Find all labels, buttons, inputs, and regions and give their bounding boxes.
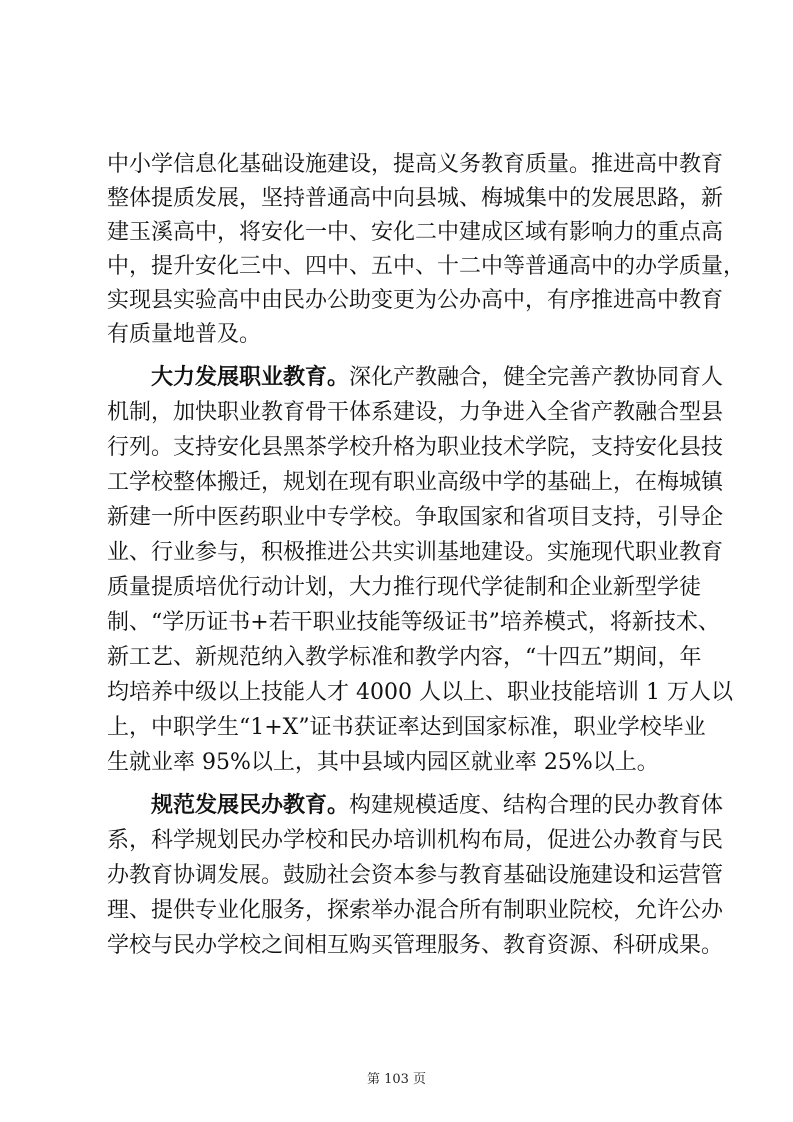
body-text-line: 系，科学规划民办学校和民办培训机构布局，促进公办教育与民 — [107, 828, 724, 853]
page-number: 第 103 页 — [366, 1072, 427, 1087]
body-text-line: 均培养中级以上技能人才 4000 人以上、职业技能培训 1 万人以 — [107, 680, 733, 705]
paragraph-first-line — [151, 788, 724, 824]
body-text-line: 学校与民办学校之间相互购买管理服务、教育资源、科研成果。 — [107, 933, 724, 958]
body-text-line: 中，提升安化三中、四中、五中、十二中等普通高中的办学质量， — [107, 254, 746, 279]
body-text-line: 质量提质培优行动计划，大力推行现代学徒制和企业新型学徒 — [107, 575, 702, 600]
body-text-line: 工学校整体搬迁，规划在现有职业高级中学的基础上，在梅城镇 — [107, 470, 724, 495]
body-text-span: 深化产教融合，健全完善产教协同育人 — [349, 365, 724, 390]
body-text-line: 中小学信息化基础设施建设，提高义务教育质量。推进高中教育 — [107, 152, 724, 177]
body-text-line: 上，中职学生“1+X”证书获证率达到国家标准，职业学校毕业 — [107, 715, 706, 740]
paragraph-first-line — [151, 360, 724, 396]
body-text-line: 有质量地普及。 — [107, 322, 262, 347]
body-text-line: 实现县实验高中由民办公助变更为公办高中，有序推进高中教育 — [107, 288, 724, 313]
body-text-line: 新工艺、新规范纳入教学标准和教学内容，“十四五”期间，年 — [107, 645, 702, 670]
body-text-line: 业、行业参与，积极推进公共实训基地建设。实施现代职业教育 — [107, 540, 724, 565]
body-text-line: 机制，加快职业教育骨干体系建设，力争进入全省产教融合型县 — [107, 400, 724, 425]
body-text-line: 制、“学历证书+若干职业技能等级证书”培养模式，将新技术、 — [107, 610, 720, 635]
section-heading-private-education: 规范发展民办教育。 — [151, 793, 350, 818]
body-text-line: 整体提质发展，坚持普通高中向县城、梅城集中的发展思路，新 — [107, 186, 724, 211]
body-text-line: 理、提供专业化服务，探索举办混合所有制职业院校，允许公办 — [107, 898, 724, 923]
body-text-line: 办教育协调发展。鼓励社会资本参与教育基础设施建设和运营管 — [107, 863, 724, 888]
body-text-span: 构建规模适度、结构合理的民办教育体 — [349, 793, 724, 818]
body-text-line: 生就业率 95%以上，其中县域内园区就业率 25%以上。 — [107, 750, 659, 775]
body-text-line: 建玉溪高中，将安化一中、安化二中建成区域有影响力的重点高 — [107, 220, 724, 245]
body-text-line: 新建一所中医药职业中专学校。争取国家和省项目支持，引导企 — [107, 505, 724, 530]
body-text-line: 行列。支持安化县黑茶学校升格为职业技术学院，支持安化县技 — [107, 435, 724, 460]
section-heading-vocational-education: 大力发展职业教育。 — [151, 365, 350, 390]
